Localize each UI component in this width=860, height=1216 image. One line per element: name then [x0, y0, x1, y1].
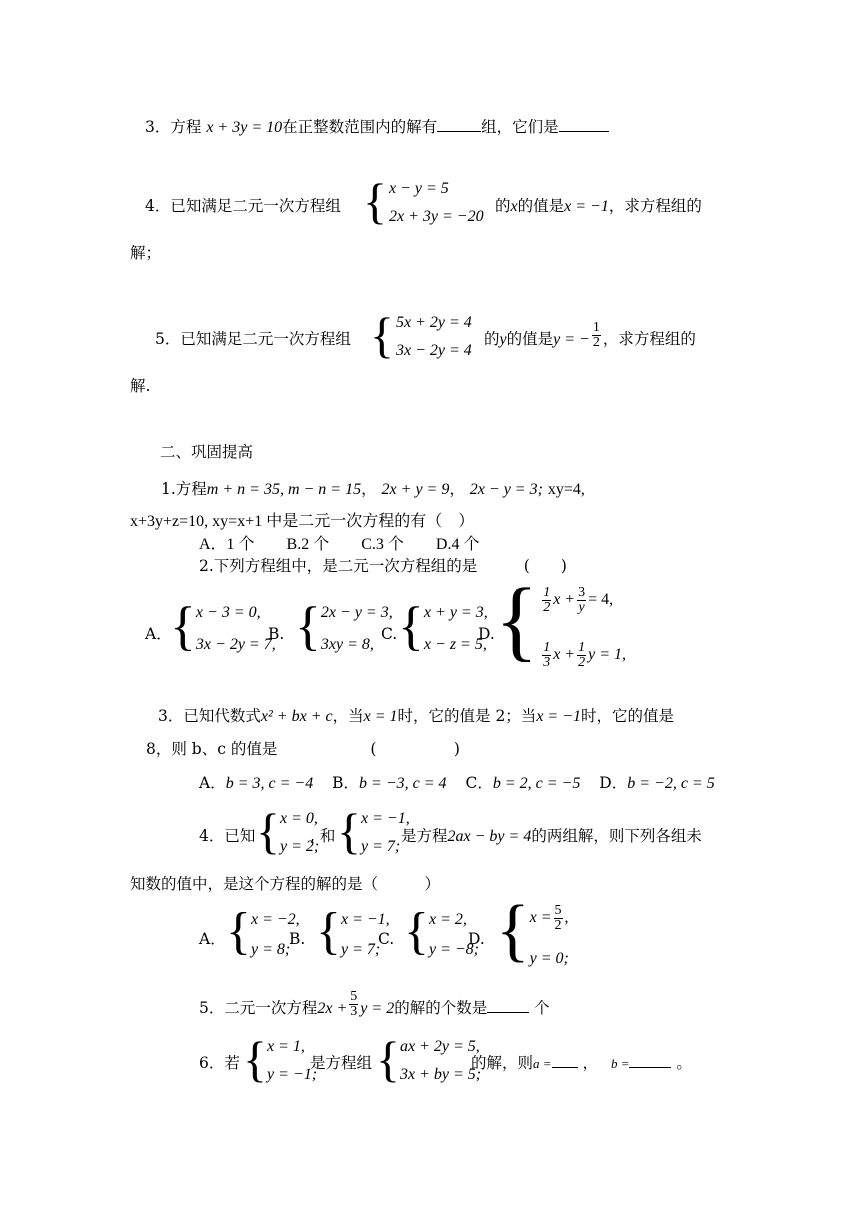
q4-text: 已知满足二元一次方程组	[170, 197, 341, 215]
p2-d-row2-tail: y = 1,	[588, 646, 627, 664]
q4-text-end: ，求方程组的	[608, 197, 702, 215]
q5-brace: {	[370, 307, 394, 363]
p3-cond1: x = 1	[363, 708, 398, 725]
p2-d-frac4-den: 2	[578, 655, 586, 670]
p4-brace-c: {	[404, 903, 429, 960]
p4-text-mid: 是方程	[401, 827, 448, 845]
p1-lead: 1.方程	[161, 480, 207, 498]
p6-s2-row2: 3x + by = 5;	[400, 1066, 482, 1083]
p2-label-b: B.	[268, 625, 285, 643]
p2-d-frac2-num: 3	[578, 585, 586, 600]
p2-c-row2: x − z = 5,	[423, 636, 487, 653]
p4-d-row1	[530, 904, 569, 933]
p4-tail	[401, 826, 702, 847]
q5-lead	[155, 329, 351, 349]
p2-system-a	[170, 596, 276, 656]
p2-rows-a	[196, 604, 276, 654]
q4-rows	[389, 180, 484, 226]
p1-line1	[161, 479, 585, 500]
p4-label-a: A．	[199, 930, 226, 948]
p6-rows2	[400, 1038, 481, 1084]
p1-sep2: ，	[449, 480, 465, 498]
section-title: 二、巩固提高	[160, 443, 254, 461]
p2-d-row1-x: x +	[553, 591, 576, 609]
q5-tail	[484, 319, 696, 350]
p3-text-mid: 时，它的值是 2；当	[397, 707, 537, 725]
p4-d-frac-num: 5	[554, 903, 562, 918]
p3-line1	[158, 706, 674, 727]
p6-text-solution: 的解，则	[471, 1054, 534, 1072]
p4-label-c: C.	[378, 930, 395, 948]
p3-text: 已知代数式	[183, 707, 261, 725]
q4-number: 4．	[145, 197, 171, 215]
p2-stem: 2.下列方程组中，是二元一次方程组的是 ( )	[199, 557, 567, 575]
p3-opt-d-label: D．	[599, 774, 628, 792]
q4-row2: 2x + 3y = −20	[389, 208, 484, 225]
q3-text-unit: 组，它们是	[481, 118, 559, 136]
p1-options: A．1 个 B.2 个 C.3 个 D.4 个	[199, 536, 480, 553]
p4-text-end: 的两组解，则下列各组未	[531, 827, 702, 845]
q5-row2: 3x − 2y = 4	[396, 342, 472, 359]
p2-brace-a: {	[170, 596, 196, 656]
p2-brace-c: {	[398, 596, 424, 656]
p4-a-row1: x = −2,	[250, 911, 300, 928]
p2-d-frac3-den: 3	[543, 655, 551, 670]
p6-blank-b[interactable]	[629, 1053, 671, 1068]
p2-d-frac3	[542, 641, 551, 670]
q4-var: x	[510, 198, 518, 215]
q3-equation: x + 3y = 10	[206, 119, 283, 136]
q3-text-mid: 在正整数范围内的解有	[282, 118, 438, 136]
q4-value: x = −1	[564, 198, 609, 215]
p4-system2	[337, 803, 410, 859]
p4-label-b: B.	[289, 930, 306, 948]
p5-eq-lhs: 2x +	[317, 1000, 348, 1017]
p2-rows-d	[540, 586, 626, 670]
p3-text-end: 时，它的值是	[581, 707, 675, 725]
p6-mid: 是方程组	[310, 1054, 373, 1072]
p4-b-row1: x = −1,	[340, 911, 390, 928]
q5-text-value: 的值是	[506, 330, 554, 348]
p2-d-frac1-num: 1	[543, 585, 551, 600]
p6-s1-row1: x = 1,	[267, 1038, 305, 1055]
q4-text-value: 的值是	[517, 197, 565, 215]
p4-d-frac	[554, 904, 563, 933]
p5-frac-num: 5	[350, 988, 358, 1004]
p6-system2	[376, 1031, 482, 1087]
p5-eq-rhs: y = 2	[360, 1000, 395, 1017]
p3-opt-d: b = −2, c = 5	[627, 775, 715, 792]
p2-label-c: C.	[381, 625, 398, 643]
p4-c-row2: y = −8;	[428, 941, 479, 958]
p1-sep1: ，	[361, 480, 377, 498]
q5-row1: 5x + 2y = 4	[396, 314, 472, 331]
q5-number: 5．	[155, 330, 181, 348]
q3-line	[145, 117, 609, 138]
p4-lead: 4．已知	[199, 827, 256, 845]
p2-d-frac2-den: y	[578, 600, 585, 615]
q4-system	[363, 173, 484, 229]
p4-c-row1: x = 2,	[428, 911, 467, 928]
q5-var: y	[499, 331, 507, 348]
p2-label-d: D.	[478, 625, 495, 643]
q5-value-frac	[592, 321, 601, 350]
p2-d-frac1	[542, 586, 551, 615]
p4-d-row2: y = 0;	[529, 950, 569, 967]
p3-opt-b-label: B．	[332, 774, 360, 792]
p3-opt-a: b = 3, c = −4	[225, 775, 314, 792]
p3-text-when: ，当	[332, 707, 364, 725]
p4-s2-row2: y = 7;	[361, 838, 401, 855]
p2-system-c	[398, 596, 488, 656]
p3-cond2: x = −1	[536, 708, 582, 725]
p4-brace-d: {	[496, 892, 530, 969]
p3-opt-c-label: C．	[465, 774, 493, 792]
p2-d-frac1-den: 2	[543, 600, 551, 615]
p2-a-row1: x − 3 = 0,	[195, 604, 261, 621]
p4-equation: 2ax − by = 4	[447, 828, 532, 845]
p3-line2: 8，则 b、c 的值是 ( )	[146, 740, 460, 758]
p3-number: 3．	[158, 707, 184, 725]
q5-text: 已知满足二元一次方程组	[180, 330, 351, 348]
p5-line	[199, 988, 550, 1019]
q4-brace: {	[363, 173, 387, 229]
p4-brace1: {	[256, 803, 280, 859]
p6-brace2: {	[376, 1031, 400, 1087]
p5-text: 二元一次方程	[224, 999, 318, 1017]
p2-b-row2: 3xy = 8,	[320, 636, 374, 653]
p4-b-row2: y = 7;	[340, 941, 381, 958]
p2-b-row1: 2x − y = 3,	[320, 604, 393, 621]
q5-frac-den: 2	[592, 334, 600, 350]
q5-frac-num: 1	[592, 319, 600, 335]
p4-brace2: {	[337, 803, 361, 859]
p5-number: 5．	[199, 999, 225, 1017]
q4-tail	[495, 196, 702, 217]
p4-and: , 和	[310, 827, 336, 845]
p2-system-d	[495, 571, 627, 670]
p6-b-label: b =	[610, 1056, 630, 1071]
p6-brace1: {	[243, 1031, 267, 1087]
q3-text: 方程	[170, 118, 202, 136]
p5-frac-den: 3	[350, 1003, 358, 1019]
q5-value-lhs: y = −	[553, 331, 590, 348]
p2-system-b	[295, 596, 393, 656]
p4-s2-row1: x = −1,	[361, 810, 410, 827]
p6-comma: ，	[582, 1054, 598, 1072]
p1-eq2: 2x + y = 9	[381, 481, 450, 498]
q3-blank-solutions[interactable]	[559, 117, 609, 132]
q5-system	[370, 307, 472, 363]
p2-d-row2	[540, 641, 626, 670]
p3-options	[199, 773, 715, 794]
p3-expression: x² + bx + c	[260, 708, 333, 725]
p2-c-row1: x + y = 3,	[423, 604, 488, 621]
q5-cont: 解.	[130, 377, 151, 395]
p6-blank-a[interactable]	[552, 1053, 578, 1068]
q5-text-de: 的	[484, 330, 500, 348]
p6-tail	[471, 1053, 692, 1074]
p1-tail: xy=4,	[547, 481, 585, 498]
p6-a-label: a =	[533, 1056, 552, 1071]
p3-opt-a-label: A．	[199, 774, 226, 792]
p2-d-row1-tail: = 4,	[588, 591, 614, 609]
p2-d-frac4-num: 1	[578, 640, 586, 655]
q4-lead	[145, 196, 341, 216]
p5-text-mid: 的解的个数是	[394, 999, 488, 1017]
p4-d-row1-lhs: x =	[529, 909, 552, 927]
p2-d-frac3-num: 1	[543, 640, 551, 655]
p2-d-row1	[540, 586, 626, 615]
p6-system1	[243, 1031, 318, 1087]
q4-row1: x − y = 5	[389, 180, 449, 197]
p1-eq3: 2x − y = 3;	[469, 481, 543, 498]
q5-rows	[396, 314, 472, 360]
p4-d-row1-tail: ,	[564, 909, 569, 927]
p4-option-d	[496, 892, 569, 969]
q4-cont: 解；	[130, 244, 162, 262]
q4-text-de: 的	[495, 197, 511, 215]
p3-opt-c: b = 2, c = −5	[492, 775, 581, 792]
p2-d-frac4	[577, 641, 586, 670]
p5-frac	[349, 990, 358, 1019]
p4-brace-b: {	[316, 903, 341, 960]
p2-brace-d: {	[495, 571, 539, 670]
p1-eq1: m + n = 35, m − n = 15	[206, 481, 362, 498]
p6-end: 。	[676, 1054, 692, 1072]
p6-s1-row2: y = −1;	[267, 1066, 318, 1083]
p4-rows-d	[530, 904, 569, 968]
p4-line2: 知数的值中，是这个方程的解的是（ ）	[130, 875, 441, 893]
p6-lead: 6．若	[199, 1054, 240, 1072]
p2-label-a: A．	[145, 625, 172, 643]
p5-unit: 个	[534, 999, 550, 1017]
p4-a-row2: y = 8;	[250, 941, 291, 958]
p2-d-frac2	[577, 586, 586, 615]
q3-number: 3．	[145, 118, 171, 136]
p2-d-row2-x: x +	[553, 646, 576, 664]
q5-text-end: ，求方程组的	[602, 330, 696, 348]
p2-brace-b: {	[295, 596, 321, 656]
p4-s1-row1: x = 0,	[280, 810, 318, 827]
p4-brace-a: {	[226, 903, 251, 960]
p6-s2-row1: ax + 2y = 5,	[400, 1038, 480, 1055]
p4-s1-row2: y = 2;	[280, 838, 320, 855]
q3-blank-count[interactable]	[437, 117, 481, 132]
p4-label-d: D.	[468, 930, 485, 948]
p3-opt-b: b = −3, c = 4	[359, 775, 447, 792]
p2-a-row2: 3x − 2y = 7,	[195, 636, 276, 653]
p1-line2: x+3y+z=10, xy=x+1 中是二元一次方程的有（ ）	[130, 513, 475, 530]
p4-d-frac-den: 2	[554, 918, 562, 933]
p5-blank[interactable]	[487, 998, 529, 1013]
